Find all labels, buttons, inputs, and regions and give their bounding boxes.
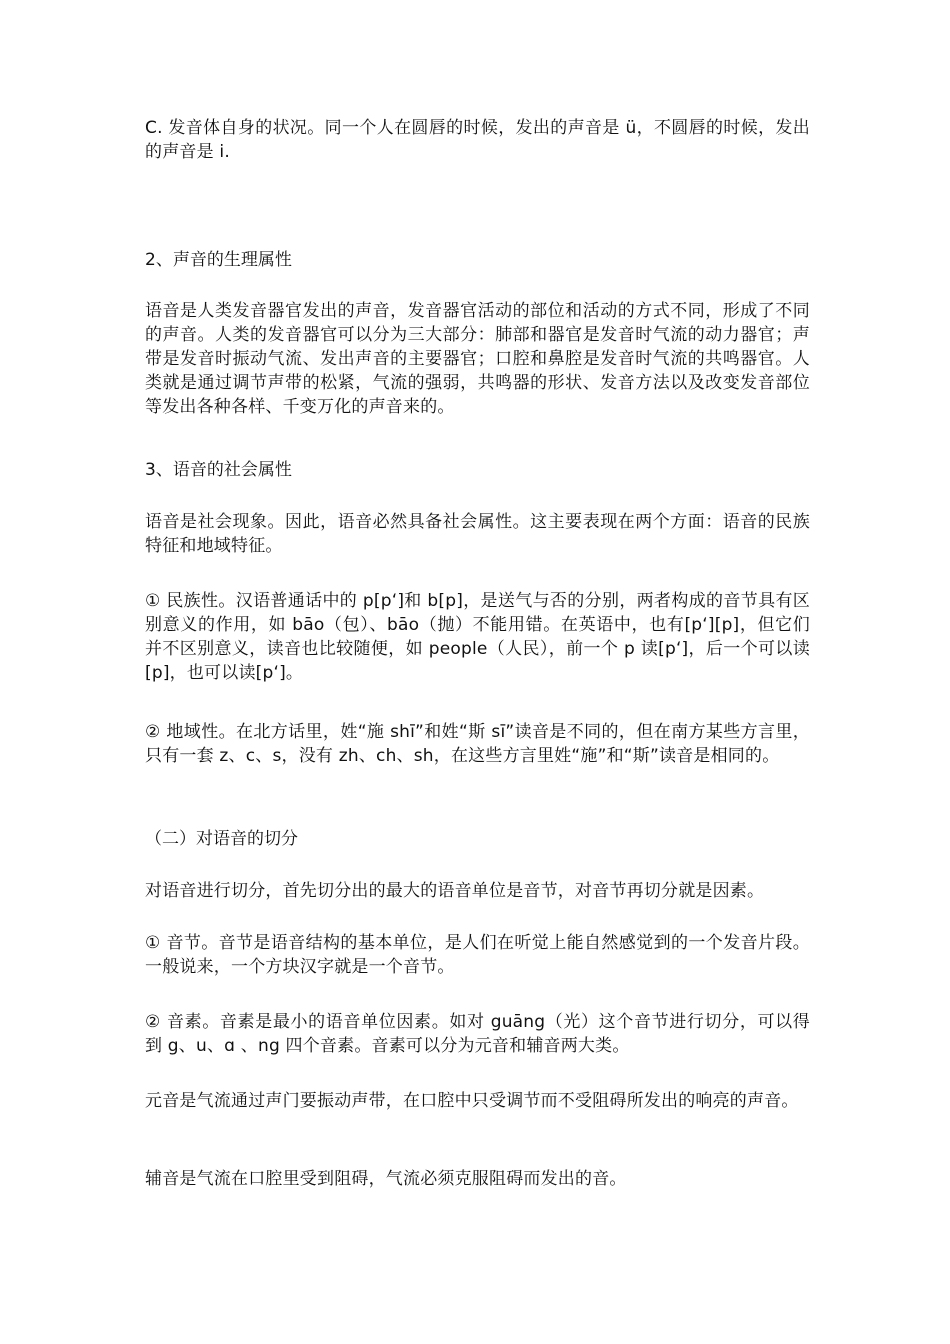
paragraph-consonant: 辅音是气流在口腔里受到阻碍，气流必须克服阻碍而发出的音。 (145, 1169, 627, 1189)
heading-physiological-attribute: 2、声音的生理属性 (145, 250, 292, 270)
paragraph-segmentation: 对语音进行切分，首先切分出的最大的语音单位是音节，对音节再切分就是因素。 (145, 881, 765, 901)
heading-phonetic-segmentation: （二）对语音的切分 (145, 829, 298, 849)
paragraph-c-articulator-state: C. 发音体自身的状况。同一个人在圆唇的时候，发出的声音是 ü，不圆唇的时候，发出的声音是 i. (145, 118, 810, 162)
paragraph-phoneme: ② 音素。音素是最小的语音单位因素。如对 guāng（光）这个音节进行切分，可以得到 g、u、ɑ 、ng 四个音素。音素可以分为元音和辅音两大类。 (145, 1012, 810, 1056)
paragraph-ethnic: ① 民族性。汉语普通话中的 p[pʻ]和 b[p]，是送气与否的分别，两者构成的音节具有区别意义的作用，如 bāo（包）、bāo（抛）不能用错。在英语中，也有[pʻ][p]，但它们并不区别意义，读音也比较随便，如 people（人民），前一个 p 读[pʻ]，后一个可以读[p]，也可以读[pʻ]。 (145, 591, 810, 683)
paragraph-syllable: ① 音节。音节是语音结构的基本单位，是人们在听觉上能自然感觉到的一个发音片段。一般说来，一个方块汉字就是一个音节。 (145, 933, 810, 977)
paragraph-physiological: 语音是人类发音器官发出的声音，发音器官活动的部位和活动的方式不同，形成了不同的声音。人类的发音器官可以分为三大部分：肺部和器官是发音时气流的动力器官；声带是发音时振动气流、发出声音的主要器官；口腔和鼻腔是发音时气流的共鸣器官。人类就是通过调节声带的松紧，气流的强弱，共鸣器的形状、发音方法以及改变发音部位等发出各种各样、千变万化的声音来的。 (145, 301, 810, 417)
paragraph-regional: ② 地域性。在北方话里，姓“施 shī”和姓“斯 sī”读音是不同的，但在南方某些方言里，只有一套 z、c、s，没有 zh、ch、sh，在这些方言里姓“施”和“斯”读音是相同的。 (145, 722, 810, 766)
heading-social-attribute: 3、语音的社会属性 (145, 460, 292, 480)
paragraph-social: 语音是社会现象。因此，语音必然具备社会属性。这主要表现在两个方面：语音的民族特征和地域特征。 (145, 512, 810, 556)
paragraph-vowel: 元音是气流通过声门要振动声带，在口腔中只受调节而不受阻碍所发出的响亮的声音。 (145, 1091, 799, 1111)
